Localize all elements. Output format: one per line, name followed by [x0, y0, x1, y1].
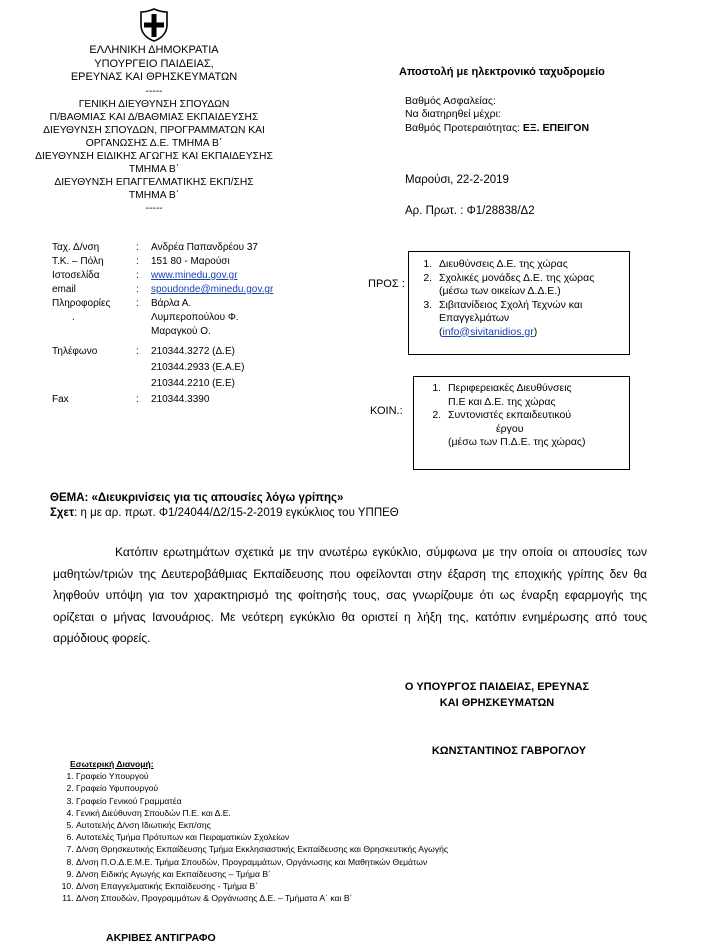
contact-sep: : [136, 242, 139, 253]
document-date: Μαρούσι, 22-2-2019 [405, 174, 509, 186]
header-line: ----- [145, 202, 163, 214]
contact-sep [136, 377, 151, 391]
contact-value: Βάρλα Α. [151, 298, 192, 309]
contact-label: . [72, 312, 75, 323]
cc-box [413, 376, 630, 470]
contact-value: 210344.3390 [151, 394, 210, 405]
priority-label: Βαθμός Προτεραιότητας: [405, 122, 520, 134]
contact-value: 210344.2210 (Ε.Ε) [151, 378, 235, 389]
to-list [409, 258, 629, 339]
contact-sep: : [136, 256, 139, 267]
internal-distribution [62, 758, 448, 904]
reference-text: : η με αρ. πρωτ. Φ1/24044/Δ2/15-2-2019 εγκύκλιος του ΥΠΠΕΘ [74, 507, 399, 519]
email-link[interactable]: spoudonde@minedu.gov.gr [151, 284, 274, 295]
greek-emblem-icon [139, 8, 169, 42]
contact-label: Ιστοσελίδα [52, 270, 100, 281]
contact-value: 210344.2933 (Ε.Α.Ε) [151, 362, 245, 373]
header-line: ----- [145, 85, 163, 97]
distribution-item: 4. Γενική Διεύθυνση Σπουδών Π.Ε. και Δ.Ε. [76, 807, 448, 819]
distribution-item: 6. Αυτοτελές Τμήμα Πρότυπων και Πειραματικών Σχολείων [76, 831, 448, 843]
distribution-item: 5. Αυτοτελής Δ/νση Ιδιωτικής Εκπ/σης [76, 819, 448, 831]
subject-block [50, 491, 399, 521]
header-line: ΔΙΕΥΘΥΝΣΗ ΣΠΟΥΔΩΝ, ΠΡΟΓΡΑΜΜΑΤΩΝ ΚΑΙ [43, 124, 265, 136]
security-level: Βαθμός Ασφαλείας: [405, 95, 496, 107]
distribution-item: 11. Δ/νση Σπουδών, Προγραμμάτων & Οργάνωσης Δ.Ε. – Τμήματα Α΄ και Β΄ [76, 892, 448, 904]
reference-label: Σχετ [50, 507, 75, 519]
true-copy-stamp: ΑΚΡΙΒΕΣ ΑΝΤΙΓΡΑΦΟ [106, 932, 216, 944]
distribution-item: 10. Δ/νση Επαγγελματικής Εκπαίδευσης - Τμήμα Β΄ [76, 880, 448, 892]
contact-label: email [52, 284, 76, 295]
to-label: ΠΡΟΣ : [368, 278, 405, 290]
to-box [408, 251, 630, 355]
header-line: ΓΕΝΙΚΗ ΔΙΕΥΘΥΝΣΗ ΣΠΟΥΔΩΝ [78, 98, 230, 110]
contact-row [52, 283, 331, 297]
header-line: ΔΙΕΥΘΥΝΣΗ ΕΙΔΙΚΗΣ ΑΓΩΓΗΣ ΚΑΙ ΕΚΠΑΙΔΕΥΣΗΣ [35, 150, 273, 162]
contact-sep: : [136, 346, 139, 357]
distribution-item: 2. Γραφείο Υφυπουργού [76, 782, 448, 794]
to-item: 1. Διευθύνσεις Δ.Ε. της χώρας [435, 258, 629, 272]
cc-label: ΚΟΙΝ.: [370, 405, 403, 417]
contact-value: Μαραγκού Ο. [151, 326, 211, 337]
header-line: ΕΡΕΥΝΑΣ ΚΑΙ ΘΡΗΣΚΕΥΜΑΤΩΝ [70, 71, 238, 83]
header-line: ΕΛΛΗΝΙΚΗ ΔΗΜΟΚΡΑΤΙΑ [89, 44, 219, 56]
distribution-item: 9. Δ/νση Ειδικής Αγωγής και Εκπαίδευσης – Τμήμα Β΄ [76, 868, 448, 880]
contact-value: Λυμπεροπούλου Φ. [151, 312, 239, 323]
contact-sep: : [136, 394, 139, 405]
contact-row [52, 241, 331, 255]
contact-label: Ταχ. Δ/νση [52, 242, 100, 253]
signatory-name: ΚΩΝΣΤΑΝΤΙΝΟΣ ΓΑΒΡΟΓΛΟΥ [431, 745, 587, 757]
contact-value: 151 80 - Μαρούσι [151, 256, 230, 267]
contact-row [52, 377, 331, 391]
contact-sep [136, 325, 151, 339]
contact-label: Τηλέφωνο [52, 346, 98, 357]
cc-item: 1. Περιφερειακές Διευθύνσεις Π.Ε και Δ.Ε. της χώρας [444, 382, 629, 409]
contact-label: Πληροφορίες [52, 298, 111, 309]
sivitanidios-email-link[interactable]: info@sivitanidios.gr [442, 325, 534, 338]
contact-row [52, 297, 331, 311]
header-line: ΤΜΗΜΑ Β΄ [128, 163, 180, 175]
to-item: 2. Σχολικές μονάδες Δ.Ε. της χώρας (μέσω των οικείων Δ.Δ.Ε.) [435, 272, 629, 299]
cc-item: 2. Συντονιστές εκπαιδευτικού έργου (μέσω των Π.Δ.Ε. της χώρας) [444, 409, 629, 450]
contact-sep [136, 361, 151, 375]
contact-sep: : [136, 298, 139, 309]
contact-info [52, 241, 331, 407]
contact-label [52, 377, 136, 391]
website-link[interactable]: www.minedu.gov.gr [151, 270, 238, 281]
contact-label: Τ.Κ. – Πόλη [52, 256, 104, 267]
contact-row [52, 311, 331, 325]
priority-value: ΕΞ. ΕΠΕΙΓΟΝ [522, 122, 590, 134]
signature-title: Ο ΥΠΟΥΡΓΟΣ ΠΑΙΔΕΙΑΣ, ΕΡΕΥΝΑΣ ΚΑΙ ΘΡΗΣΚΕΥΜΑΤΩΝ [404, 681, 590, 709]
contact-sep: : [136, 284, 139, 295]
contact-value: 210344.3272 (Δ.Ε) [151, 346, 235, 357]
subject-line [50, 491, 399, 506]
header-line: ΔΙΕΥΘΥΝΣΗ ΕΠΑΓΓΕΛΜΑΤΙΚΗΣ ΕΚΠ/ΣΗΣ [54, 176, 254, 188]
retention-period: Να διατηρηθεί μέχρι: [405, 108, 501, 120]
contact-row [52, 361, 331, 375]
header-line: ΥΠΟΥΡΓΕΙΟ ΠΑΙΔΕΙΑΣ, [94, 57, 214, 70]
contact-label: Fax [52, 394, 69, 405]
protocol-number: Αρ. Πρωτ. : Φ1/28838/Δ2 [405, 205, 535, 217]
contact-row [52, 345, 331, 359]
issuer-header [30, 44, 278, 215]
contact-sep: : [136, 270, 139, 281]
contact-sep [136, 311, 151, 325]
subject-label: ΘΕΜΑ [50, 492, 85, 504]
header-line: ΟΡΓΑΝΩΣΗΣ Δ.Ε. ΤΜΗΜΑ Β΄ [85, 137, 223, 149]
distribution-item: 1. Γραφείο Υπουργού [76, 770, 448, 782]
header-line: Π/ΒΑΘΜΙΑΣ ΚΑΙ Δ/ΒΑΘΜΙΑΣ ΕΚΠΑΙΔΕΥΣΗΣ [49, 111, 259, 123]
contact-row [52, 269, 331, 283]
distribution-list [62, 770, 448, 904]
reference-line [50, 506, 399, 521]
contact-row [52, 255, 331, 269]
contact-row [52, 325, 331, 339]
priority-level [405, 122, 589, 135]
delivery-method: Αποστολή με ηλεκτρονικό ταχυδρομείο [399, 66, 605, 78]
contact-label [52, 325, 136, 339]
contact-value: Ανδρέα Παπανδρέου 37 [151, 242, 258, 253]
distribution-item: 3. Γραφείο Γενικού Γραμματέα [76, 795, 448, 807]
distribution-title: Εσωτερική Διανομή: [70, 759, 154, 769]
to-item: 3. Σιβιτανίδειος Σχολή Τεχνών και Επαγγελμάτων (info@sivitanidios.gr) [435, 299, 629, 340]
subject-text: : «Διευκρινίσεις για τις απουσίες λόγω γρίπης» [84, 492, 344, 504]
cc-list [414, 382, 629, 450]
distribution-item: 7. Δ/νση Θρησκευτικής Εκπαίδευσης Τμήμα Εκκλησιαστικής Εκπαίδευσης και Θρησκευτικής Αγωγής [76, 843, 448, 855]
distribution-item: 8. Δ/νση Π.Ο.Δ.Ε.Μ.Ε. Τμήμα Σπουδών, Προγραμμάτων, Οργάνωσης και Μαθητικών Θεμάτων [76, 856, 448, 868]
body-paragraph: Κατόπιν ερωτημάτων σχετικά με την ανωτέρω εγκύκλιο, σύμφωνα με την οποία οι απουσίες των μαθητών/τριών της Δευτεροβάθμιας Εκπαίδευσης που οφείλονται στην έξαρση της εποχικής γρίπης δεν θα ληφθούν υπόψη για τον χαρακτηρισμό της φοίτησής τους, σας γνωρίζουμε ότι ως έναρξη εφαρμογής της ορίζεται ο μήνας Ιανουάριος. Με νεότερη εγκύκλιο θα οριστεί η λήξη της, κατόπιν ενημέρωσης από τους αρμόδιους φορείς. [53, 545, 647, 645]
contact-row [52, 393, 331, 407]
header-line: ΤΜΗΜΑ Β΄ [128, 189, 180, 201]
contact-label [52, 361, 136, 375]
